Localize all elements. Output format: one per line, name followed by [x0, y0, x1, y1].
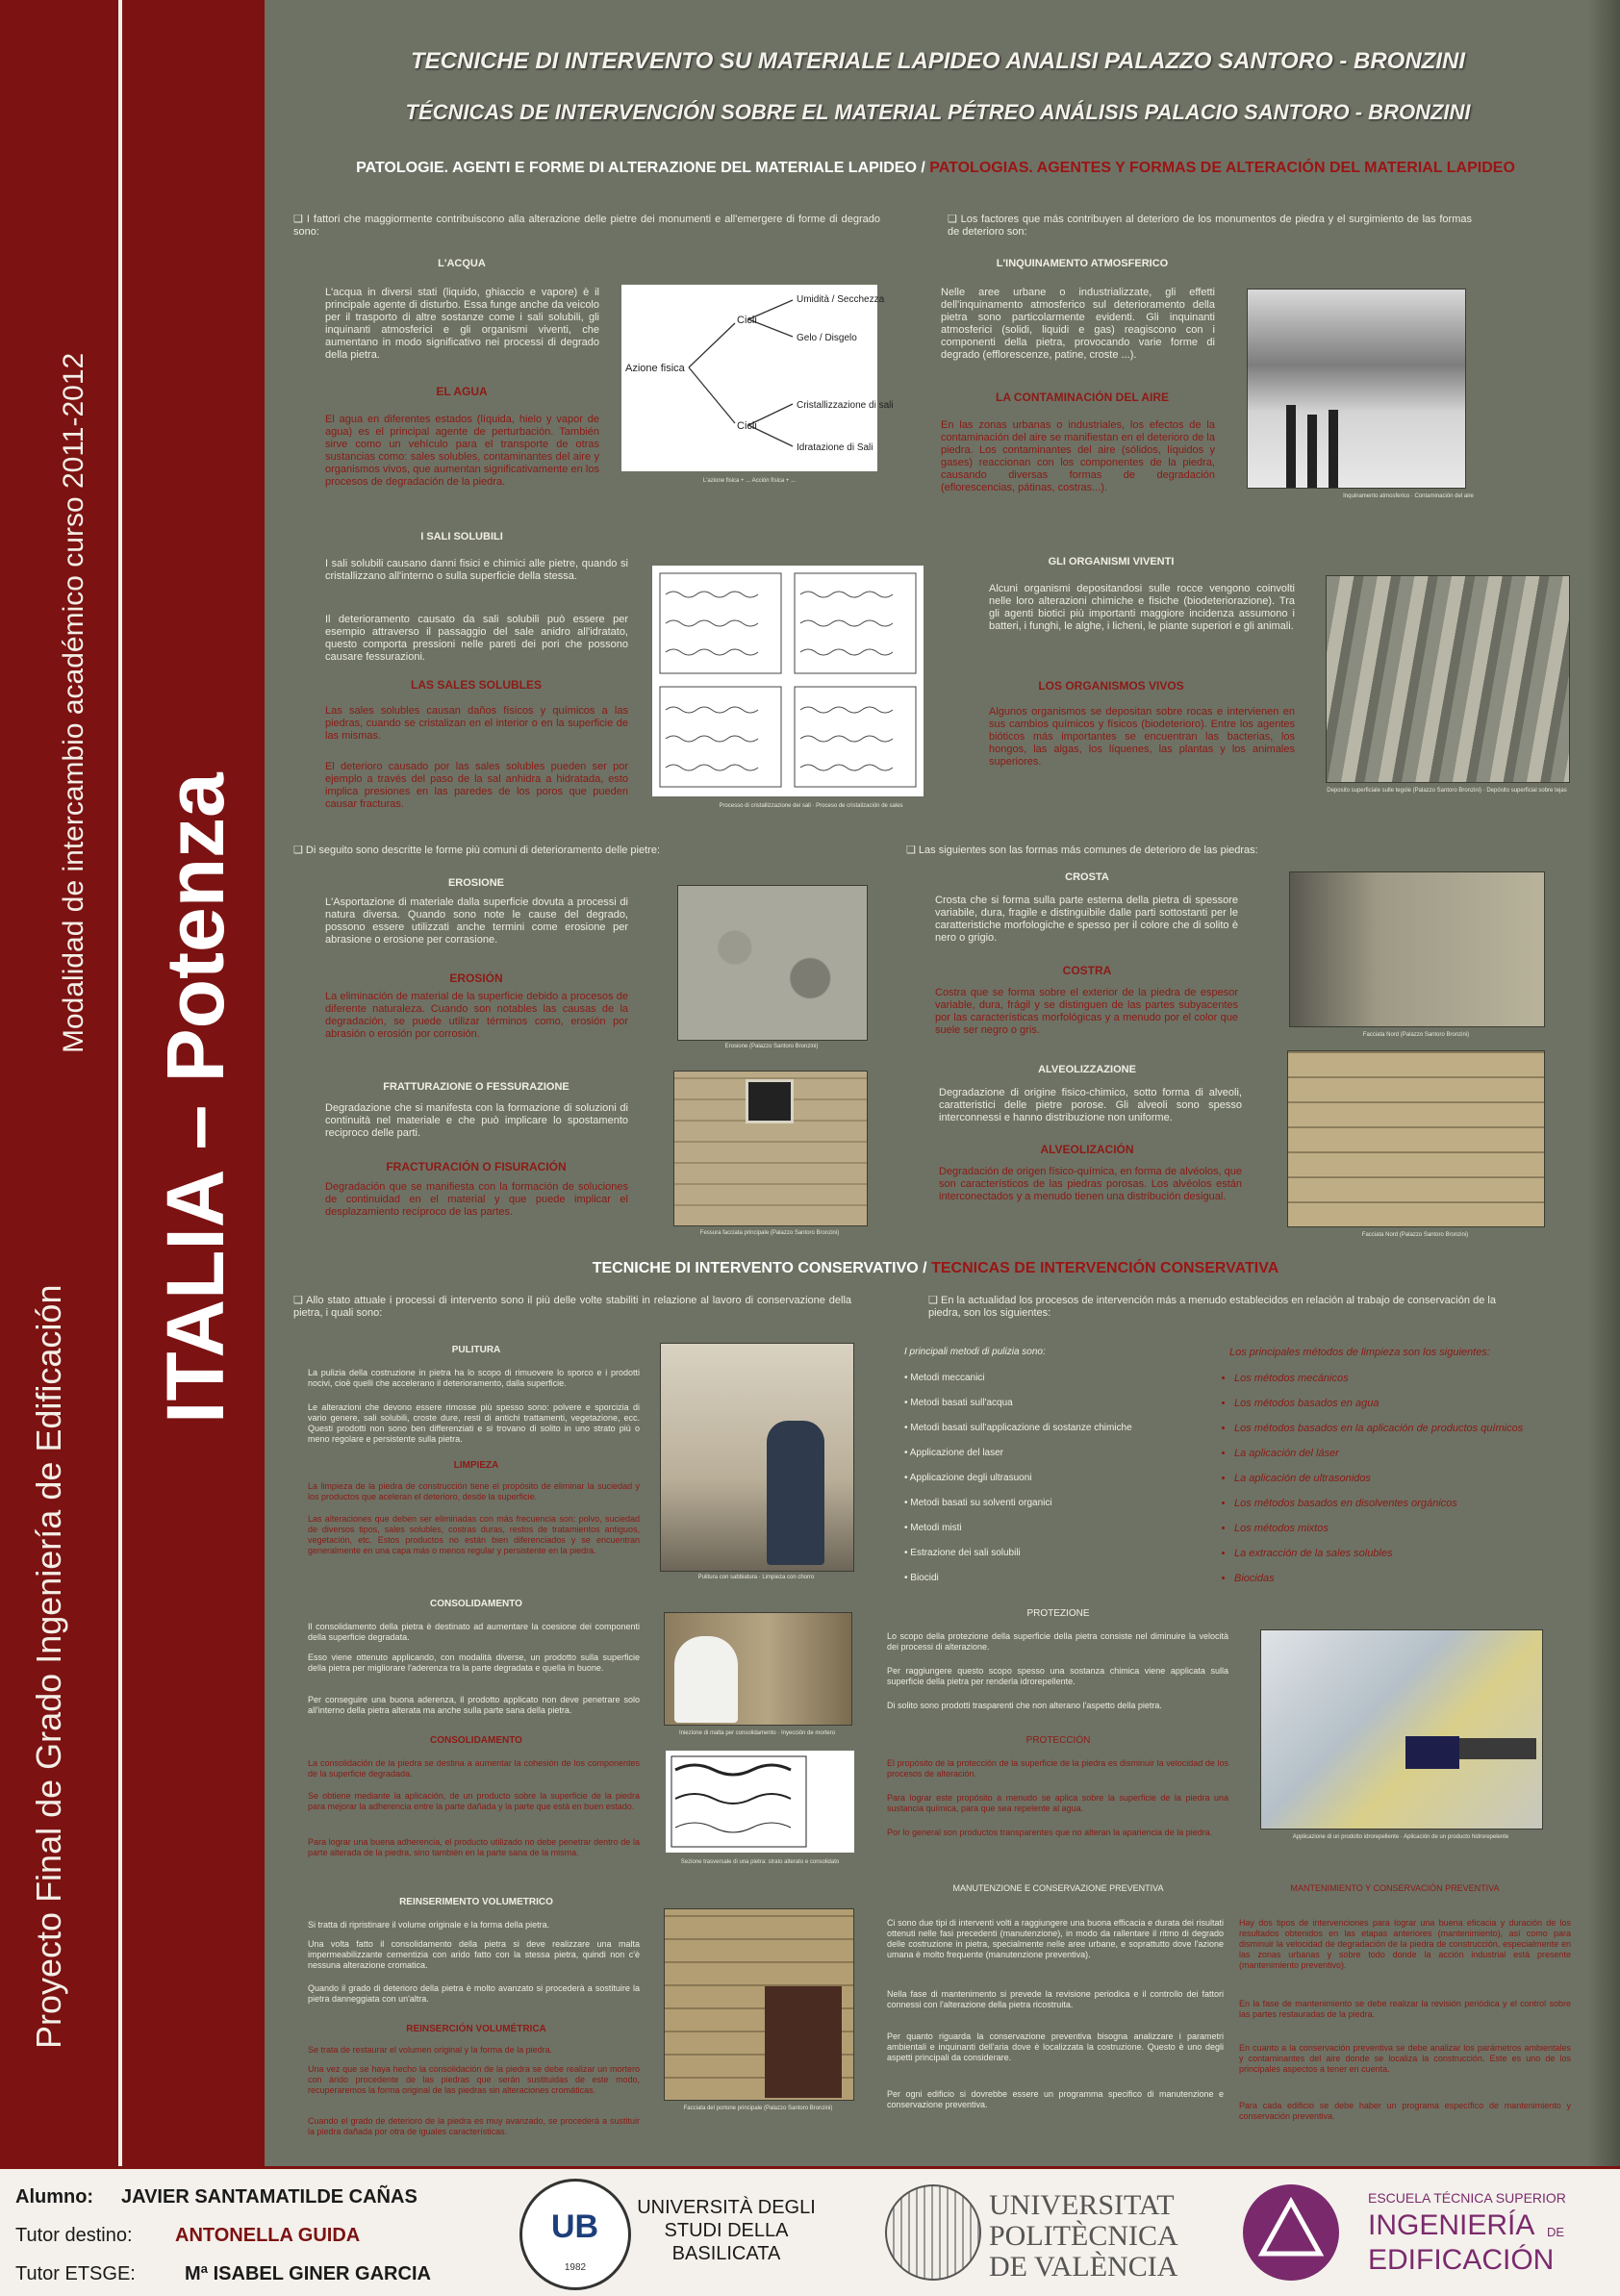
consolidation-heading-es: CONSOLIDAMENTO: [430, 1735, 522, 1746]
salts-texture-4: [800, 707, 893, 770]
basilicata-seal-letters: UB: [551, 2208, 599, 2245]
etsie-line-2: INGENIERÍA: [1368, 2209, 1535, 2241]
etsie-logo-svg: [1243, 2184, 1339, 2281]
protection-text2-es: Para lograr este propósito a menudo se aplica sobre la superficie de la piedra una sustancia química, para que sea repelente al agua.: [887, 1793, 1228, 1813]
section-pathologies-title-es: PATOLOGIAS. AGENTES Y FORMAS DE ALTERACIÓN DEL MATERIAL LAPIDEO: [929, 160, 1515, 176]
fracture-heading-es: FRACTURACIÓN O FISURACIÓN: [386, 1160, 567, 1173]
protection-text3-es: Por lo general son productos transparentes que no alteran la apariencia de la piedra.: [887, 1828, 1213, 1837]
reinsertion-caption: Facciata del portone principale (Palazzo Santoro Bronzini): [683, 2106, 833, 2111]
physical-action-diagram: [621, 285, 894, 471]
salts-panel-1: [660, 573, 781, 673]
organisms-heading-it: GLI ORGANISMI VIVENTI: [1048, 556, 1175, 568]
maintenance-text1-es: Hay dos tipos de intervenciones para lograr una buena eficacia y duración de los resultados obtenidos en las etapas anteriores (mantenimiento), así como para disminuir la velocidad de degradación de la piedra de construcción, especialmente en las zonas urbanas y sobre todo donde la acción industrial está presente (mantenimiento preventivo).: [1239, 1918, 1571, 1970]
basilicata-name: UNIVERSITÀ DEGLI STUDI DELLA BASILICATA: [637, 2197, 816, 2264]
pathologies-intro-es: ❑ Los factores que más contribuyen al deterioro de los monumentos de piedra y el surgimiento de las formas de deterioro son:: [948, 214, 1472, 238]
cleaning-text1-it: La pulizia della costruzione in pietra ha lo scopo di rimuovere lo sporco e i prodotti nocivi, cioè quelli che accelerano il deterioramento, dalla superficie.: [308, 1368, 640, 1388]
method-es-7: • Los métodos mixtos: [1234, 1516, 1581, 1541]
cleaning-worker: [767, 1421, 824, 1565]
diagram-leaf-2: Gelo / Disgelo: [797, 333, 857, 343]
student-name: JAVIER SANTAMATILDE CAÑAS: [121, 2186, 418, 2208]
erosion-photo: [677, 885, 868, 1041]
sidebar-program-text: Proyecto Final de Grado Ingeniería de Edificación: [29, 1284, 68, 2049]
salts-crystallization-figure: [652, 566, 924, 796]
pollution-caption: Inquinamento atmosferico · Contaminación del aire: [1343, 493, 1474, 499]
diagram-line-1: [689, 323, 735, 367]
water-heading-it: L'ACQUA: [438, 258, 486, 269]
method-es-9: • Biocidas: [1234, 1566, 1581, 1591]
consolidation-text1-es: La consolidación de la piedra se destina a aumentar la cohesión de los componentes de la superficie degradada.: [308, 1758, 640, 1779]
diagram-root: Azione fisica: [625, 363, 685, 374]
salts-text1-it: I sali solubili causano danni fisici e chimici alle pietre, quando si cristallizzano all'interno o sulla superficie della stessa.: [325, 558, 628, 582]
methods-list-es: [1234, 1366, 1581, 1591]
consolidation-text2-it: Esso viene ottenuto applicando, con modalità diverse, un prodotto sulla superficie della pietra per migliorare l'aderenza tra la parte degradata e quella in buone.: [308, 1653, 640, 1673]
erosion-heading-it: EROSIONE: [447, 877, 505, 889]
erosion-text-es: La eliminación de material de la superficie debido a procesos de diferente naturaleza. Cuando son notables las causas de la degradación, se puede utilizar términos como, erosión por abrasión o erosión por corrosión.: [325, 991, 628, 1040]
diagram-svg: [621, 285, 894, 471]
cleaning-text2-es: Las alteraciones que deben ser eliminadas con más frecuencia son: polvo, suciedad de diversos tipos, sales solubles, costras duras, restos de tratamientos antiguos, vegetación, etc. Estos productos no están bien diferenciados y se encuentran generalmente en una capa más o menos regular y persistente en la piedra.: [308, 1514, 640, 1555]
reinsertion-door: [765, 1986, 842, 2098]
consolidation-heading-it: CONSOLIDAMENTO: [430, 1599, 522, 1609]
reinsertion-text2-it: Una volta fatto il consolidamento della pietra si deve realizzare una malta impermeabilizzante cementizia con arido fatto con la stessa pietra, quindi non c'è nessuna alterazione cromatica.: [308, 1939, 640, 1970]
tutor-etsge-name: Mª ISABEL GINER GARCIA: [185, 2263, 431, 2284]
diagram-leaf-4: Idratazione di Sali: [797, 442, 873, 453]
cleaning-caption: Pulitura con sabbiatura · Limpieza con chorro: [697, 1575, 815, 1580]
salts-text2-es: El deterioro causado por las sales solubles pueden ser por ejemplo a través del paso de la sal anhidra a hidratada, esto implica presiones en las paredes de los poros que pueden causar fracturas.: [325, 761, 628, 810]
organisms-heading-es: LOS ORGANISMOS VIVOS: [1038, 679, 1184, 693]
consolidation-text3-es: Para lograr una buena adherencia, el producto utilizado no debe penetrar dentro de la parte alterada de la piedra, sino también en la parte sana de la misma.: [308, 1837, 640, 1857]
upv-line-3: DE VALÈNCIA: [989, 2251, 1178, 2283]
water-text-it: L'acqua in diversi stati (liquido, ghiaccio e vapore) è il principale agente di disturbo. Essa funge anche da veicolo per il trasporto di altre sostanze come i sali solubili, gli inquinanti atmosferici e gli organismi viventi, che aumentano in modo significativo nei processi di degrado della pietra.: [325, 287, 599, 361]
fracture-window: [746, 1079, 794, 1123]
organisms-text-es: Algunos organismos se depositan sobre rocas e intervienen en sus cambios químicos y físicos (biodeterioro). Entre los agentes bióticos más importantes se encuentran las bacterias, los hongos, las algas, los líquenes, las plantas y los animales superiores.: [989, 706, 1295, 768]
upv-line-1: UNIVERSITAT: [989, 2189, 1175, 2221]
salts-panel-2: [795, 573, 916, 673]
reinsertion-photo: [664, 1908, 854, 2101]
title-spanish: TÉCNICAS DE INTERVENCIÓN SOBRE EL MATERIAL PÉTREO ANÁLISIS PALACIO SANTORO - BRONZINI: [405, 100, 1471, 124]
sidebar: [0, 0, 265, 2166]
protection-text1-es: El propósito de la protección de la superficie de la piedra es disminuir la velocidad de los procesos de alteración.: [887, 1758, 1228, 1779]
fracture-photo: [673, 1071, 868, 1226]
reinsertion-heading-es: REINSERCIÓN VOLUMÉTRICA: [406, 2024, 546, 2034]
method-es-6: • Los métodos basados en disolventes orgánicos: [1234, 1491, 1581, 1516]
erosion-text-it: L'Asportazione di materiale dalla superficie dovuta a processi di natura diversa. Quando sono note le cause del degrado, possono essere utilizzati anche termini come erosione per abrasione o erosione per corrasione.: [325, 896, 628, 946]
forms-intro-es: ❑ Las siguientes son las formas más comunes de deterioro de las piedras:: [906, 845, 1258, 856]
reinsertion-text2-es: Una vez que se haya hecho la consolidación de la piedra se debe realizar un mortero con árido procedente de las piedras que serán sustituidas de este modo, recuperaremos la forma original de las piedras sin alteraciones cromáticas.: [308, 2064, 640, 2095]
diagram-branch-2: Cicli: [737, 420, 757, 432]
consolidation-diagram-caption: Sezione trasversale di una pietra: strato alterato e consolidato: [680, 1859, 840, 1865]
section-conservation-title-it: TECNICHE DI INTERVENTO CONSERVATIVO /: [592, 1260, 927, 1276]
protection-brush: [1405, 1736, 1459, 1769]
maintenance-text4-it: Per ogni edificio si dovrebbe essere un programma specifico di manutenzione e conservazione preventiva.: [887, 2089, 1224, 2109]
reinsertion-text1-it: Si tratta di ripristinare il volume originale e la forma della pietra.: [308, 1920, 550, 1930]
method-it-2: • Metodi basati sull'acqua: [904, 1398, 1013, 1408]
maintenance-text3-es: En cuanto a la conservación preventiva se debe analizar los parámetros ambientales y contaminantes del aire donde se localiza la construcción. Este es uno de los principales aspectos a tener en cuenta.: [1239, 2043, 1571, 2074]
protection-text3-it: Di solito sono prodotti trasparenti che non alterano l'aspetto della pietra.: [887, 1701, 1162, 1710]
crust-photo: [1289, 871, 1545, 1027]
student-label: Alumno:: [15, 2186, 94, 2208]
tutor-destination-name: ANTONELLA GUIDA: [175, 2225, 361, 2246]
title-italian: TECNICHE DI INTERVENTO SU MATERIALE LAPIDEO ANALISI PALAZZO SANTORO - BRONZINI: [410, 48, 1466, 74]
maintenance-heading-it: MANUTENZIONE E CONSERVAZIONE PREVENTIVA: [952, 1883, 1164, 1893]
basilicata-seal-icon: [519, 2179, 631, 2290]
pollution-text-es: En las zonas urbanas o industriales, los efectos de la contaminación del aire se manifiestan en el deterioro de la piedra. Los contaminantes del aire (sólidos, líquidos y gases) reaccionan con los componentes de la piedra, causando diversas formas de degradación (eflorescencias, pátinas, costras...).: [941, 419, 1215, 493]
fracture-text-es: Degradación que se manifiesta con la formación de soluciones de continuidad en el material y que puede implicar el desplazamiento recíproco de las partes.: [325, 1181, 628, 1218]
salts-text1-es: Las sales solubles causan daños físicos y químicos a las piedras, cuando se cristalizan en el interior o en la superficie de las mismas.: [325, 705, 628, 742]
fracture-heading-it: FRATTURAZIONE O FESSURAZIONE: [383, 1081, 570, 1093]
crust-text-es: Costra que se forma sobre el exterior de la piedra de espesor variable, dura, frágil y se distinguen de las partes subyacentes por las características morfológicas y a menudo por el color que suele ser negro o gris.: [935, 987, 1238, 1036]
alveol-text-it: Degradazione di origine fisico-chimico, sotto forma di alveoli, caratteristici delle pietre porose. Gli alveoli sono spesso interconnessi e hanno distribuzione non uniforme.: [939, 1087, 1242, 1123]
water-heading-es: EL AGUA: [436, 385, 488, 398]
tutor-destination-label: Tutor destino:: [15, 2225, 133, 2246]
consolidation-diagram: [666, 1751, 854, 1853]
footer: [0, 2166, 1620, 2296]
salts-heading-es: LAS SALES SOLUBLES: [410, 678, 542, 692]
roof-tiles-photo: [1326, 575, 1570, 783]
crust-heading-es: COSTRA: [1062, 964, 1112, 977]
consolidation-worker: [674, 1636, 738, 1723]
conservation-intro-it: ❑ Allo stato attuale i processi di intervento sono il più delle volte stabiliti in relazione al lavoro di conservazione della pietra, i quali sono:: [293, 1295, 852, 1319]
method-es-8: • La extracción de la sales solubles: [1234, 1541, 1581, 1566]
protection-text1-it: Lo scopo della protezione della superficie della pietra consiste nel diminuire la velocità dei processi di alterazione.: [887, 1631, 1228, 1652]
method-it-9: • Biocidi: [904, 1573, 939, 1583]
reinsertion-text3-it: Quando il grado di deterioro della pietra è molto avanzato si procederà a sostituire la pietra danneggiata con un'altra.: [308, 1983, 640, 2004]
salts-text2-it: Il deterioramento causato da sali solubili può essere per esempio attraverso il passaggio del sale anidro all'idratato, questo comporta pressioni nelle pareti dei pori che possono causare fessurazioni.: [325, 614, 628, 663]
diagram-branch-1: Cicli: [737, 315, 757, 326]
method-it-5: • Applicazione degli ultrasuoni: [904, 1473, 1032, 1483]
chimney-2: [1307, 415, 1317, 488]
consolidation-text1-it: Il consolidamento della pietra è destinato ad aumentare la coesione dei componenti della superficie degradata.: [308, 1622, 640, 1642]
basilicata-seal-year: 1982: [564, 2262, 587, 2273]
consolidation-photo: [664, 1612, 852, 1726]
water-text-es: El agua en diferentes estados (líquida, hielo y vapor de agua) es el principal agente de perturbación. También sirve como un vehículo para el transporte de otras sustancias como: sales solubles, contaminantes del aire y organismos vivos, que aumentan significativamente en los procesos de degradación de la piedra.: [325, 414, 599, 488]
method-es-3: • Los métodos basados en la aplicación de productos químicos: [1234, 1416, 1581, 1441]
protection-text2-it: Per raggiungere questo scopo spesso una sostanza chimica viene applicata sulla superficie della pietra per renderla idrorepellente.: [887, 1666, 1228, 1686]
method-it-1: • Metodi meccanici: [904, 1373, 985, 1383]
alveol-heading-es: ALVEOLIZACIÓN: [1040, 1143, 1134, 1156]
salts-texture-3: [666, 707, 758, 770]
consol-diag-layer-1: [675, 1765, 791, 1775]
method-es-2: • Los métodos basados en agua: [1234, 1391, 1581, 1416]
erosion-caption: Erosione (Palazzo Santoro Bronzini): [724, 1044, 819, 1049]
tutor-etsge-label: Tutor ETSGE:: [15, 2263, 136, 2284]
consolidation-text3-it: Per conseguire una buona aderenza, il prodotto applicato non deve penetrare solo all'interno della pietra alterata ma anche sulla parte sana della pietra.: [308, 1695, 640, 1715]
cleaning-text2-it: Le alterazioni che devono essere rimosse più spesso sono: polvere e sporcizia di vario genere, sali solubili, croste dure, resti di antichi trattamenti, vegetazione, ecc. Questi prodotti non sono ben differenziati e si trovano di solito in uno strato più o meno regolare e persistente sulla pietra.: [308, 1402, 640, 1444]
erosion-heading-es: EROSIÓN: [449, 971, 503, 985]
methods-heading-it: I principali metodi di pulizia sono:: [904, 1347, 1046, 1357]
protection-brush-handle: [1459, 1738, 1536, 1759]
section-pathologies-title-it: PATOLOGIE. AGENTI E FORME DI ALTERAZIONE DEL MATERIALE LAPIDEO /: [356, 160, 925, 176]
method-it-4: • Applicazione del laser: [904, 1448, 1004, 1458]
salts-texture-2: [800, 592, 893, 655]
conservation-intro-es: ❑ En la actualidad los procesos de intervención más a menudo establecidos en relación al trabajo de conservación de la piedra, son los siguientes:: [928, 1295, 1496, 1319]
chimney-1: [1286, 405, 1296, 488]
method-it-7: • Metodi misti: [904, 1523, 962, 1533]
section-conservation-title-es: TECNICAS DE INTERVENCIÓN CONSERVATIVA: [931, 1260, 1279, 1276]
method-it-8: • Estrazione dei sali solubili: [904, 1548, 1021, 1558]
etsie-logo-icon: [1243, 2184, 1339, 2281]
consolidation-diagram-svg: [666, 1751, 854, 1853]
method-es-5: • La aplicación de ultrasonidos: [1234, 1466, 1581, 1491]
fracture-text-it: Degradazione che si manifesta con la formazione di soluzioni di continuità nel materiale e che può implicare lo spostamento reciproco delle parti.: [325, 1102, 628, 1139]
maintenance-heading-es: MANTENIMIENTO Y CONSERVACIÓN PREVENTIVA: [1290, 1883, 1500, 1893]
etsie-de: DE: [1547, 2225, 1565, 2239]
maintenance-text2-it: Nella fase di mantenimento si prevede la revisione periodica e il controllo dei fattori connessi con l'alterazione della pietra ricostruita.: [887, 1989, 1224, 2009]
section-pathologies-title: [274, 160, 1597, 177]
cleaning-heading-es: LIMPIEZA: [453, 1460, 499, 1471]
consolidation-caption: Iniezione di malta per consolidamento · Inyección de mortero: [678, 1730, 836, 1736]
salts-figure-svg: [652, 566, 924, 796]
consol-diag-layer-2: [675, 1794, 791, 1804]
protection-caption: Applicazione di un prodotto idrorepellente · Aplicación de un producto hidrorepelente: [1292, 1834, 1509, 1840]
pollution-heading-it: L'INQUINAMENTO ATMOSFERICO: [996, 258, 1169, 269]
section-conservation-title: [274, 1260, 1597, 1277]
alveol-heading-it: ALVEOLIZZAZIONE: [1038, 1064, 1136, 1075]
fracture-caption: Fessura facciata principale (Palazzo Santoro Bronzini): [699, 1230, 840, 1236]
upv-name: [989, 2190, 1178, 2283]
crust-caption: Facciata Nord (Palazzo Santoro Bronzini): [1362, 1032, 1470, 1038]
maintenance-text2-es: En la fase de mantenimiento se debe realizar la revisión periódica y el control sobre las partes restauradas de la piedra.: [1239, 1999, 1571, 2019]
method-es-1: • Los métodos mecánicos: [1234, 1366, 1581, 1391]
method-it-6: • Metodi basati su solventi organici: [904, 1498, 1052, 1508]
diagram-caption: L'azione fisica + ... Acción física + ...: [702, 478, 797, 484]
organisms-text-it: Alcuni organismi depositandosi sulle rocce vengono coinvolti nelle loro alterazioni chimiche e fisiche (biodeteriorazione). Tra gli agenti biotici più importanti maggiore incidenza assumono i batteri, i funghi, le alghe, i licheni, le piante superiori e gli animali.: [989, 583, 1295, 632]
cleaning-photo: [660, 1343, 854, 1572]
etsie-line-1: ESCUELA TÉCNICA SUPERIOR: [1368, 2190, 1566, 2206]
cleaning-heading-it: PULITURA: [451, 1345, 501, 1355]
cleaning-text1-es: La limpieza de la piedra de construcción tiene el propósito de eliminar la suciedad y los productos que aceleran el deterioro, desde la superficie.: [308, 1481, 640, 1501]
sidebar-country-city: ITALIA – Potenza: [150, 772, 240, 1424]
diagram-leaf-3: Cristallizzazione di sali: [797, 400, 894, 411]
etsie-line-3: EDIFICACIÓN: [1368, 2244, 1555, 2276]
pollution-photo: [1247, 289, 1466, 489]
upv-seal-icon: [885, 2184, 981, 2281]
alveolization-photo: [1287, 1050, 1545, 1227]
consol-diag-layer-3: [675, 1823, 791, 1832]
reinsertion-text3-es: Cuando el grado de deterioro de la piedra es muy avanzado, se procederá a sustituir la piedra dañada por otra de iguales características.: [308, 2116, 640, 2136]
consolidation-text2-es: Se obtiene mediante la aplicación, de un producto sobre la superficie de la piedra para mejorar la adherencia entre la parte dañada y la parte que está en buen estado.: [308, 1791, 640, 1811]
protection-heading-it: PROTEZIONE: [1026, 1608, 1090, 1619]
sidebar-divider: [118, 0, 122, 2166]
upv-line-2: POLITÈCNICA: [989, 2220, 1178, 2252]
forms-intro-it: ❑ Di seguito sono descritte le forme più comuni di deterioramento delle pietre:: [293, 845, 661, 856]
maintenance-text1-it: Ci sono due tipi di interventi volti a raggiungere una buona efficacia e durata dei risultati ottenuti nelle fasi precedenti (manutenzione), in modo da rallentare il ritmo di degrado delle costruzione in pietra, specialmente nelle aree urbane, e soprattutto dove l'azione umana è molto frequente (manutenzione preventiva).: [887, 1918, 1224, 1959]
salts-texture-1: [666, 592, 758, 655]
sidebar-exchange-text: Modalidad de intercambio académico curso 2011-2012: [58, 352, 89, 1053]
alveol-text-es: Degradación de origen físico-química, en forma de alvéolos, que son característicos de las piedras porosas. Los alvéolos están interconectados y a menudo tienen una distribución desigual.: [939, 1166, 1242, 1202]
diagram-leaf-1: Umidità / Secchezza: [797, 294, 885, 305]
method-it-3: • Metodi basati sull'applicazione di sostanze chimiche: [904, 1423, 1132, 1433]
alveol-caption: Facciata Nord (Palazzo Santoro Bronzini): [1361, 1232, 1469, 1238]
salts-heading-it: I SALI SOLUBILI: [420, 531, 503, 542]
method-es-4: • La aplicación del láser: [1234, 1441, 1581, 1466]
diagram-line-2: [689, 367, 735, 423]
panel-torn-edge: [1587, 0, 1620, 2166]
protection-heading-es: PROTECCIÓN: [1025, 1735, 1091, 1746]
crust-heading-it: CROSTA: [1065, 871, 1109, 883]
salts-caption: Processo di cristallizzazione dei sali · Proceso de cristalización de sales: [719, 803, 903, 809]
chimney-3: [1329, 410, 1338, 488]
maintenance-text3-it: Per quanto riguarda la conservazione preventiva bisogna analizzare i parametri ambientali e inquinanti dell'aria dove è localizzata la costruzione. Questo è uno degli aspetti principali da considerare.: [887, 2031, 1224, 2062]
methods-heading-es: Los principales métodos de limpieza son los siguientes:: [1229, 1347, 1490, 1358]
pathologies-intro-it: ❑ I fattori che maggiormente contribuiscono alla alterazione delle pietre dei monumenti e all'emergere di forme di degrado sono:: [293, 214, 880, 238]
protection-photo: [1260, 1629, 1543, 1829]
organisms-caption: Deposito superficiale sulle tegole (Palazzo Santoro Bronzini) · Depósito superficial sobre tejas: [1327, 788, 1567, 794]
methods-list-it: [904, 1366, 1212, 1591]
crust-text-it: Crosta che si forma sulla parte esterna della pietra di spessore variabile, dura, fragile e distinguibile dalle parti sottostanti per le caratteristiche morfologiche e spesso per il colore che di solito è nero o grigio.: [935, 895, 1238, 944]
maintenance-text4-es: Para cada edificio se debe haber un programa específico de mantenimiento y conservación preventiva.: [1239, 2101, 1571, 2121]
reinsertion-heading-it: REINSERIMENTO VOLUMETRICO: [399, 1897, 553, 1907]
reinsertion-text1-es: Se trata de restaurar el volumen original y la forma de la piedra.: [308, 2045, 553, 2055]
pollution-heading-es: LA CONTAMINACIÓN DEL AIRE: [996, 391, 1169, 404]
etsie-logo-shape: [1262, 2202, 1320, 2254]
pollution-text-it: Nelle aree urbane o industrializzate, gli effetti dell'inquinamento atmosferico sul deterioramento della pietra sono particolarmente evidenti. Gli inquinanti atmosferici (solidi, liquidi e gas) reagiscono con i componenti della pietra, provocando varie forme di degrado (efflorescenze, patine, croste ...).: [941, 287, 1215, 361]
consol-diag-frame: [671, 1756, 806, 1847]
